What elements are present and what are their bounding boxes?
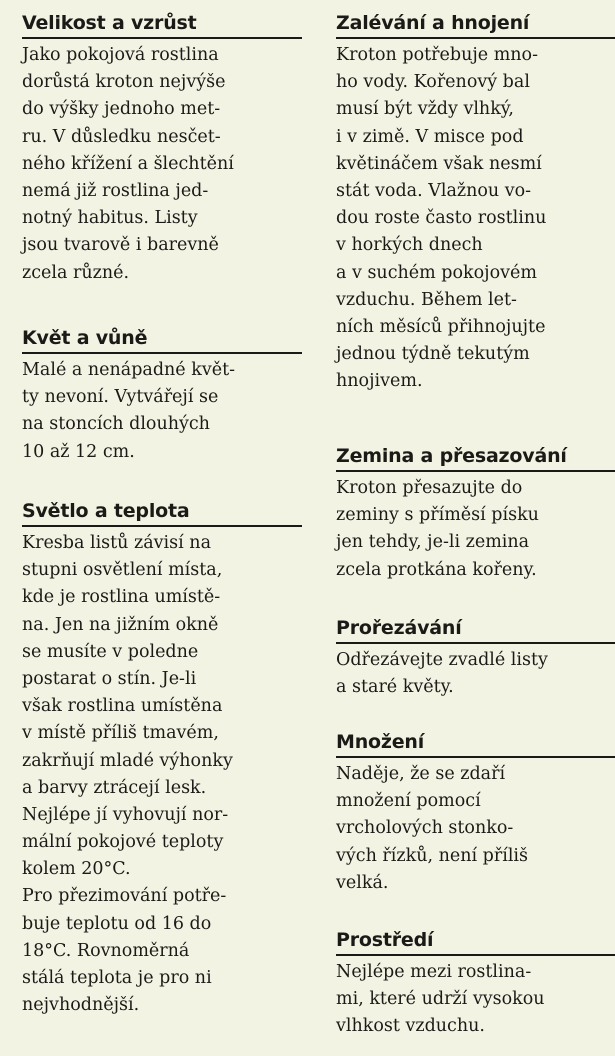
- text-line: Pro přezimování potře-: [22, 886, 227, 907]
- text-line: v horkých dnech: [336, 235, 483, 256]
- text-line: dorůstá kroton nejvýše: [22, 72, 226, 93]
- text-line: notný habitus. Listy: [22, 208, 198, 229]
- section-heading: Velikost a vzrůst: [22, 12, 302, 39]
- section-prorezavani: [336, 617, 615, 701]
- text-line: kolem 20°C.: [22, 859, 131, 880]
- section-heading: Květ a vůně: [22, 327, 302, 354]
- section-body: [336, 472, 615, 584]
- text-line: zcela různé.: [22, 262, 130, 283]
- text-line: Jako pokojová rostlina: [22, 45, 219, 65]
- text-line: 10 až 12 cm.: [22, 441, 135, 462]
- section-body: [22, 527, 302, 1019]
- text-line: množení pomocí: [336, 791, 481, 812]
- text-line: hnojivem.: [336, 371, 423, 392]
- text-line: postarat o stín. Je-li: [22, 668, 197, 689]
- text-line: zeminy s příměsí písku: [336, 505, 539, 526]
- section-heading: Světlo a teplota: [22, 500, 302, 527]
- section-svetlo-a-teplota: [22, 500, 302, 1019]
- text-line: zcela protkána kořeny.: [336, 559, 537, 580]
- text-line: Nejlépe jí vyhovují nor-: [22, 804, 229, 825]
- text-line: nejvhodnější.: [22, 995, 140, 1016]
- section-zalevani-a-hnojeni: [336, 12, 615, 395]
- text-line: květináčem však nesmí: [336, 153, 542, 174]
- text-line: Odřezávejte zvadlé listy: [336, 650, 548, 670]
- text-line: 18°C. Rovnoměrná: [22, 940, 190, 961]
- text-line: vrcholových stonko-: [336, 818, 514, 839]
- section-heading: Prostředí: [336, 929, 615, 956]
- text-line: Malé a nenápadné květ-: [22, 360, 236, 380]
- text-line: musí být vždy vlhký,: [336, 99, 514, 120]
- text-line: v místě příliš tmavém,: [22, 723, 219, 744]
- text-line: a staré květy.: [336, 677, 454, 698]
- text-line: vých řízků, není příliš: [336, 845, 528, 866]
- text-line: se musíte v poledne: [22, 641, 199, 662]
- text-line: jednou týdně tekutým: [336, 344, 530, 365]
- text-line: mální pokojové teploty: [22, 832, 224, 853]
- section-body: [336, 758, 615, 897]
- section-heading: Množení: [336, 731, 615, 758]
- text-line: a v suchém pokojovém: [336, 262, 537, 283]
- text-line: ru. V důsledku nesčet-: [22, 126, 221, 147]
- text-line: velká.: [336, 872, 389, 893]
- section-velikost-a-vzrust: [22, 12, 302, 287]
- text-line: kde je rostlina umístě-: [22, 587, 221, 608]
- text-line: do výšky jednoho met-: [22, 99, 221, 120]
- text-line: ného křížení a šlechtění: [22, 153, 234, 174]
- text-line: nemá již rostlina jed-: [22, 180, 209, 201]
- text-line: i v zimě. V misce pod: [336, 126, 524, 147]
- section-heading: Zalévání a hnojení: [336, 12, 615, 39]
- text-line: a barvy ztrácejí lesk.: [22, 777, 207, 798]
- text-line: ních měsíců přihnojujte: [336, 316, 546, 337]
- section-body: [336, 644, 615, 701]
- text-line: Kresba listů závisí na: [22, 533, 211, 553]
- text-line: stupni osvětlení místa,: [22, 560, 223, 581]
- text-line: stát voda. Vlažnou vo-: [336, 180, 532, 201]
- text-line: Nejlépe mezi rostlina-: [336, 962, 532, 982]
- text-line: Naděje, že se zdaří: [336, 764, 506, 784]
- text-line: Kroton potřebuje mno-: [336, 45, 539, 65]
- section-heading: Prořezávání: [336, 617, 615, 644]
- text-line: ty nevoní. Vytvářejí se: [22, 387, 219, 408]
- section-body: [22, 39, 302, 287]
- section-body: [336, 956, 615, 1041]
- text-line: jen tehdy, je-li zemina: [336, 532, 530, 553]
- section-kvet-a-vune: [22, 327, 302, 466]
- text-line: zakrňují mladé výhonky: [22, 750, 233, 771]
- text-line: na stoncích dlouhých: [22, 414, 210, 435]
- text-line: stálá teplota je pro ni: [22, 968, 212, 988]
- text-line: mi, které udrží vysokou: [336, 989, 545, 1010]
- text-line: ho vody. Kořenový bal: [336, 72, 530, 93]
- text-line: buje teplotu od 16 do: [22, 913, 212, 934]
- text-line: Kroton přesazujte do: [336, 478, 523, 498]
- text-line: však rostlina umístěna: [22, 696, 223, 717]
- section-mnozeni: [336, 731, 615, 897]
- section-prostredi: [336, 929, 615, 1041]
- text-line: dou roste často rostlinu: [336, 208, 547, 229]
- text-line: na. Jen na jižním okně: [22, 614, 219, 635]
- text-line: vlhkost vzduchu.: [336, 1016, 485, 1037]
- text-line: vzduchu. Během let-: [336, 289, 517, 310]
- section-body: [336, 39, 615, 395]
- text-line: jsou tvarově i barevně: [22, 235, 219, 256]
- section-zemina-a-presazovani: [336, 445, 615, 584]
- section-heading: Zemina a přesazování: [336, 445, 615, 472]
- section-body: [22, 354, 302, 466]
